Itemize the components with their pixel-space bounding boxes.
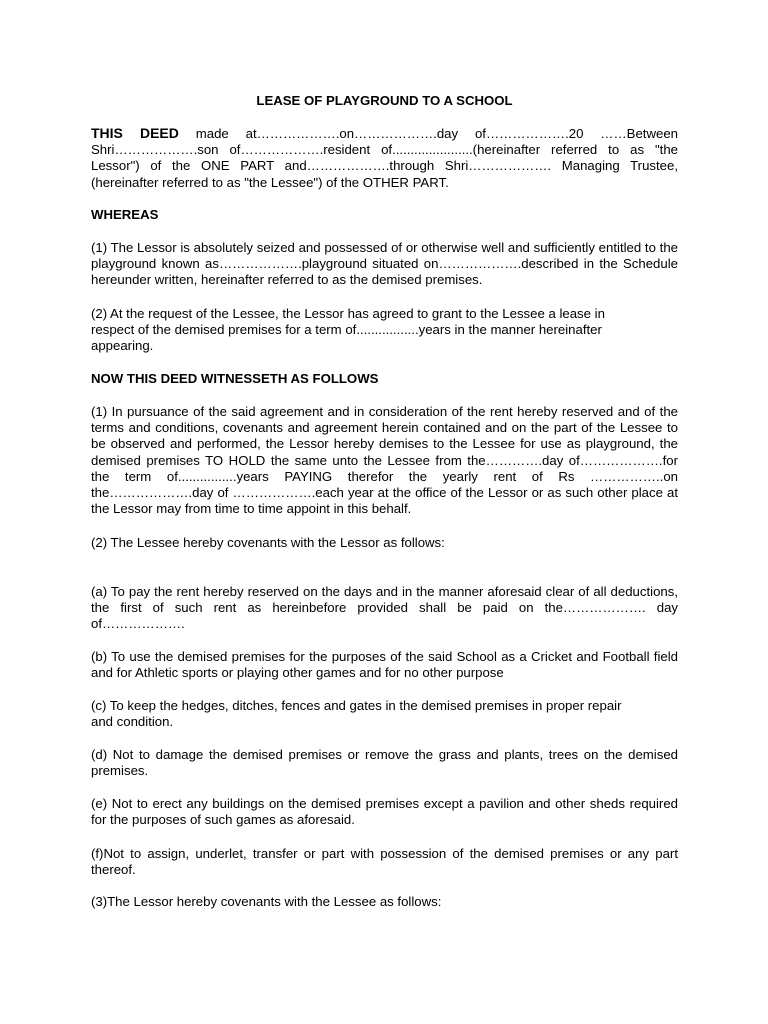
clause-2e-paragraph: (e) Not to erect any buildings on the demised premises except a pavilion and other sheds required for the purposes of such games as aforesaid. <box>91 796 678 828</box>
clause-2a-paragraph: (a) To pay the rent hereby reserved on the days and in the manner aforesaid clear of all deductions, the first of such rent as hereinbefore provided shall be paid on the………………. day of………………. <box>91 584 678 632</box>
document-title: LEASE OF PLAYGROUND TO A SCHOOL <box>256 93 513 108</box>
clause-1-paragraph: (1) In pursuance of the said agreement and in consideration of the rent hereby reserved and of the terms and conditions, covenants and agreement herein contained and on the part of the Lessee to be observed and performed, the Lessor hereby demises to the Lessee for use as playground, the demised premises TO HOLD the same unto the Lessee from the………….day of……………….for the term of................years PAYING therefor the yearly rent of Rs ……………..on the……………….day of ……………….each year at the office of the Lessor or as such other place at the Lessor may from time to time appoint in this behalf. <box>91 404 678 517</box>
intro-paragraph <box>91 125 678 191</box>
whereas-heading: WHEREAS <box>91 207 159 222</box>
clause-2d-paragraph: (d) Not to damage the demised premises or remove the grass and plants, trees on the demised premises. <box>91 747 678 779</box>
clause-3-paragraph: (3)The Lessor hereby covenants with the Lessee as follows: <box>91 894 442 909</box>
clause-2-paragraph: (2) The Lessee hereby covenants with the Lessor as follows: <box>91 535 445 550</box>
whereas-paragraph-2: (2) At the request of the Lessee, the Lessor has agreed to grant to the Lessee a lease in respect of the demised premises for a term of.................years in the manner hereinafter appearing. <box>91 306 605 354</box>
clause-2c-paragraph: (c) To keep the hedges, ditches, fences and gates in the demised premises in proper repair and condition. <box>91 698 622 730</box>
clause-2b-paragraph: (b) To use the demised premises for the purposes of the said School as a Cricket and Football field and for Athletic sports or playing other games and for no other purpose <box>91 649 678 681</box>
clause-2f-paragraph: (f)Not to assign, underlet, transfer or part with possession of the demised premises or any part thereof. <box>91 846 678 878</box>
intro-lead: THIS DEED <box>91 125 179 141</box>
intro-text: made at……………….on……………….day of……………….20 ……Between Shri……………….son of……………….resident of......................(hereinafter referred to as "the Lessor") of the ONE PART and……………….through Shri………………. Managing Trustee, (hereinafter referred to as "the Lessee") of the OTHER PART. <box>91 126 678 190</box>
witnesseth-heading: NOW THIS DEED WITNESSETH AS FOLLOWS <box>91 371 379 386</box>
whereas-paragraph-1: (1) The Lessor is absolutely seized and possessed of or otherwise well and sufficiently entitled to the playground known as……………….playground situated on……………….described in the Schedule hereunder written, hereinafter referred to as the demised premises. <box>91 240 678 288</box>
